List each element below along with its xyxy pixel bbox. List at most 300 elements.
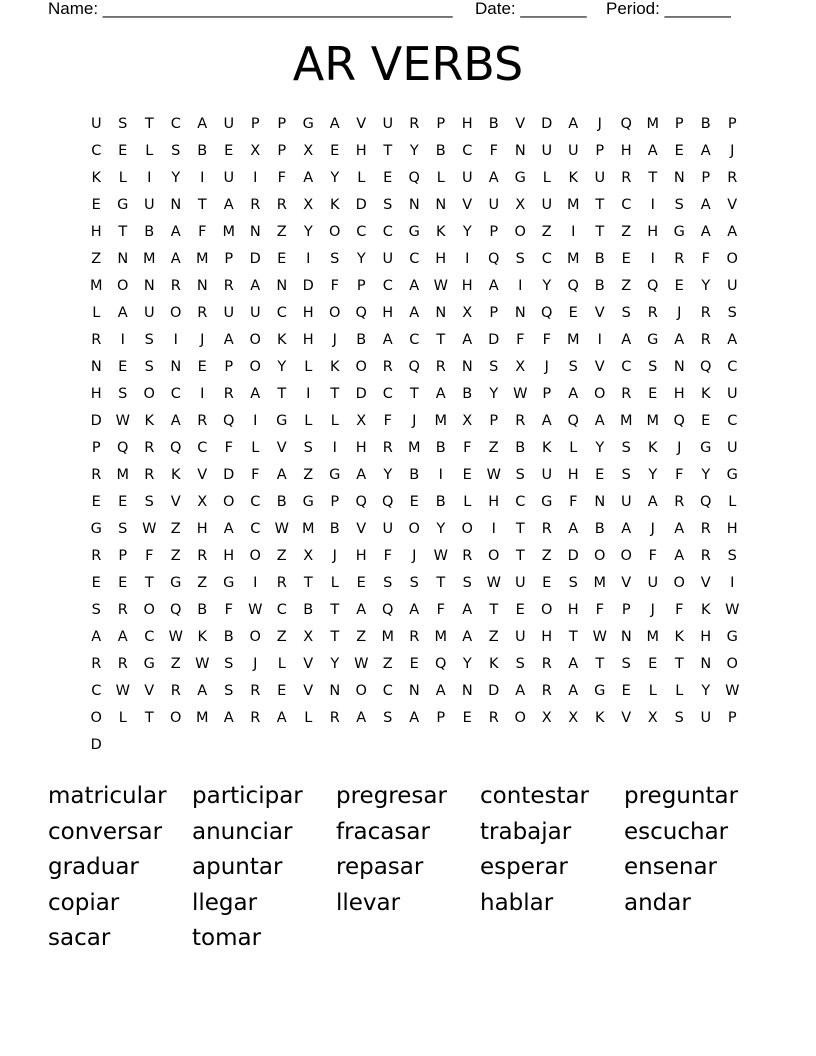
grid-letter: A bbox=[515, 683, 526, 699]
grid-letter: N bbox=[620, 629, 632, 645]
grid-letter: K bbox=[197, 629, 207, 645]
grid-letter: S bbox=[621, 467, 631, 483]
grid-letter: H bbox=[541, 629, 553, 645]
grid-letter: I bbox=[253, 170, 258, 186]
grid-letter: T bbox=[330, 629, 340, 645]
grid-letter: X bbox=[197, 494, 208, 510]
grid-letter: C bbox=[276, 305, 287, 321]
grid-letter: I bbox=[253, 413, 258, 429]
grid-letter: M bbox=[301, 521, 315, 537]
grid-letter: L bbox=[145, 143, 154, 159]
grid-letter: W bbox=[433, 548, 448, 564]
grid-letter: R bbox=[462, 548, 473, 564]
grid-letter: J bbox=[412, 548, 417, 564]
grid-letter: P bbox=[727, 116, 737, 132]
grid-letter: A bbox=[462, 602, 473, 618]
grid-letter: A bbox=[117, 305, 128, 321]
grid-letter: S bbox=[648, 359, 658, 375]
grid-letter: S bbox=[144, 359, 154, 375]
grid-letter: U bbox=[223, 305, 235, 321]
grid-letter: G bbox=[302, 494, 314, 510]
grid-letter: L bbox=[304, 710, 313, 726]
grid-letter: F bbox=[145, 548, 154, 564]
grid-letter: S bbox=[674, 710, 684, 726]
grid-letter: P bbox=[489, 224, 499, 240]
grid-letter: R bbox=[276, 575, 287, 591]
grid-letter: R bbox=[382, 440, 393, 456]
grid-letter: A bbox=[647, 143, 658, 159]
grid-letter: Q bbox=[541, 305, 553, 321]
grid-letter: V bbox=[356, 116, 367, 132]
grid-letter: J bbox=[544, 359, 549, 375]
grid-letter: U bbox=[382, 251, 394, 267]
grid-letter: T bbox=[330, 602, 340, 618]
grid-letter: O bbox=[355, 359, 367, 375]
grid-letter: H bbox=[90, 224, 102, 240]
grid-letter: I bbox=[120, 332, 125, 348]
grid-letter: A bbox=[621, 332, 632, 348]
grid-letter: C bbox=[409, 251, 420, 267]
grid-letter: K bbox=[700, 602, 711, 618]
grid-letter: A bbox=[727, 224, 738, 240]
grid-letter: M bbox=[619, 413, 633, 429]
grid-letter: I bbox=[332, 440, 337, 456]
grid-letter: K bbox=[91, 170, 101, 186]
grid-letter: Y bbox=[462, 656, 472, 672]
grid-letter: R bbox=[647, 305, 658, 321]
grid-letter: V bbox=[621, 710, 632, 726]
grid-letter: C bbox=[170, 116, 181, 132]
grid-letter: M bbox=[142, 251, 156, 267]
grid-letter: J bbox=[650, 602, 655, 618]
grid-letter: F bbox=[330, 278, 339, 294]
grid-letter: Y bbox=[701, 278, 711, 294]
grid-letter: O bbox=[355, 683, 367, 699]
grid-letter: P bbox=[489, 413, 499, 429]
grid-letter: Z bbox=[303, 467, 314, 483]
grid-letter: L bbox=[728, 494, 737, 510]
grid-letter: D bbox=[249, 251, 261, 267]
grid-letter: O bbox=[620, 548, 632, 564]
grid-letter: H bbox=[647, 224, 659, 240]
grid-letter: N bbox=[700, 656, 712, 672]
grid-letter: C bbox=[144, 629, 155, 645]
grid-letter: S bbox=[727, 305, 737, 321]
word-bank-item: pregresar bbox=[336, 783, 447, 809]
grid-letter: U bbox=[382, 521, 394, 537]
grid-letter: T bbox=[515, 521, 525, 537]
grid-letter: A bbox=[621, 521, 632, 537]
grid-letter: M bbox=[646, 413, 659, 429]
grid-letter: A bbox=[647, 494, 658, 510]
grid-letter: B bbox=[515, 440, 526, 456]
period-field-label: Period: _______ bbox=[606, 0, 731, 18]
grid-letter: A bbox=[700, 224, 711, 240]
grid-letter: R bbox=[329, 710, 340, 726]
grid-letter: Q bbox=[170, 440, 182, 456]
grid-letter: P bbox=[595, 143, 605, 159]
grid-letter: I bbox=[518, 278, 523, 294]
word-bank-item: tomar bbox=[192, 925, 262, 951]
grid-letter: T bbox=[197, 197, 207, 213]
grid-letter: T bbox=[144, 575, 154, 591]
grid-letter: Y bbox=[303, 224, 313, 240]
grid-letter: R bbox=[541, 656, 552, 672]
grid-letter: F bbox=[648, 548, 657, 564]
grid-letter: E bbox=[118, 143, 128, 159]
grid-letter: E bbox=[409, 656, 419, 672]
grid-letter: E bbox=[383, 170, 393, 186]
grid-letter: T bbox=[277, 386, 287, 402]
grid-letter: U bbox=[223, 116, 235, 132]
grid-letter: A bbox=[276, 467, 287, 483]
grid-letter: R bbox=[197, 413, 208, 429]
grid-letter: A bbox=[568, 116, 579, 132]
grid-letter: R bbox=[170, 683, 181, 699]
grid-letter: O bbox=[726, 251, 738, 267]
grid-letter: E bbox=[277, 251, 287, 267]
grid-letter: C bbox=[382, 278, 393, 294]
grid-letter: R bbox=[170, 278, 181, 294]
grid-letter: U bbox=[223, 170, 235, 186]
grid-letter: T bbox=[436, 332, 446, 348]
grid-letter: X bbox=[515, 197, 526, 213]
grid-letter: U bbox=[488, 197, 500, 213]
grid-letter: R bbox=[276, 197, 287, 213]
grid-letter: W bbox=[354, 656, 369, 672]
grid-letter: N bbox=[461, 359, 473, 375]
grid-letter: Q bbox=[700, 359, 712, 375]
word-bank-item: copiar bbox=[48, 889, 120, 916]
grid-letter: L bbox=[118, 170, 127, 186]
grid-letter: N bbox=[408, 197, 420, 213]
grid-letter: J bbox=[597, 116, 602, 132]
grid-letter: T bbox=[674, 656, 684, 672]
grid-letter: W bbox=[725, 602, 740, 618]
grid-letter: P bbox=[330, 494, 340, 510]
grid-letter: D bbox=[90, 737, 102, 753]
grid-letter: Y bbox=[489, 386, 499, 402]
grid-letter: V bbox=[276, 440, 287, 456]
grid-letter: S bbox=[383, 710, 393, 726]
grid-letter: I bbox=[147, 170, 152, 186]
grid-letter: L bbox=[357, 170, 366, 186]
grid-letter: H bbox=[620, 143, 632, 159]
grid-letter: L bbox=[463, 494, 472, 510]
grid-letter: S bbox=[144, 494, 154, 510]
grid-letter: B bbox=[276, 494, 287, 510]
grid-letter: A bbox=[382, 332, 393, 348]
grid-letter: Z bbox=[91, 251, 102, 267]
grid-letter: C bbox=[356, 224, 367, 240]
grid-letter: B bbox=[144, 224, 155, 240]
grid-letter: L bbox=[330, 413, 339, 429]
grid-letter: A bbox=[409, 602, 420, 618]
grid-letter: S bbox=[489, 359, 499, 375]
grid-letter: R bbox=[223, 278, 234, 294]
grid-letter: B bbox=[488, 116, 499, 132]
grid-letter: O bbox=[594, 386, 606, 402]
grid-letter: U bbox=[382, 116, 394, 132]
grid-letter: B bbox=[435, 494, 446, 510]
grid-letter: P bbox=[356, 278, 366, 294]
grid-letter: V bbox=[727, 197, 738, 213]
grid-letter: K bbox=[594, 710, 605, 726]
grid-letter: H bbox=[302, 332, 314, 348]
grid-letter: T bbox=[409, 386, 419, 402]
grid-letter: T bbox=[383, 143, 393, 159]
grid-letter: I bbox=[465, 251, 470, 267]
grid-letter: G bbox=[647, 332, 659, 348]
grid-letter: C bbox=[170, 386, 181, 402]
grid-letter: V bbox=[621, 575, 632, 591]
grid-letter: Z bbox=[170, 548, 181, 564]
grid-letter: S bbox=[621, 656, 631, 672]
grid-letter: B bbox=[435, 440, 446, 456]
grid-letter: D bbox=[90, 413, 102, 429]
grid-letter: D bbox=[302, 278, 314, 294]
grid-letter: Z bbox=[276, 629, 287, 645]
grid-letter: F bbox=[595, 602, 604, 618]
grid-letter: X bbox=[462, 305, 473, 321]
grid-letter: S bbox=[383, 197, 393, 213]
grid-letter: X bbox=[647, 710, 658, 726]
grid-letter: P bbox=[542, 386, 552, 402]
grid-letter: Y bbox=[171, 170, 181, 186]
grid-letter: R bbox=[488, 710, 499, 726]
grid-letter: F bbox=[542, 332, 551, 348]
grid-letter: Q bbox=[488, 251, 500, 267]
grid-letter: Z bbox=[621, 278, 632, 294]
word-bank-item: matricular bbox=[48, 783, 167, 809]
grid-letter: Z bbox=[356, 629, 367, 645]
grid-letter: O bbox=[170, 710, 182, 726]
grid-letter: A bbox=[250, 278, 261, 294]
grid-letter: E bbox=[118, 494, 128, 510]
grid-letter: N bbox=[673, 359, 685, 375]
grid-letter: F bbox=[436, 602, 445, 618]
grid-letter: D bbox=[567, 548, 579, 564]
grid-letter: D bbox=[488, 683, 500, 699]
grid-letter: T bbox=[595, 656, 605, 672]
grid-letter: C bbox=[91, 143, 102, 159]
grid-letter: E bbox=[118, 575, 128, 591]
grid-letter: P bbox=[436, 116, 446, 132]
word-bank-item: apuntar bbox=[192, 854, 283, 880]
grid-letter: U bbox=[700, 710, 712, 726]
grid-letter: U bbox=[143, 197, 155, 213]
grid-letter: Q bbox=[355, 494, 367, 510]
grid-letter: N bbox=[514, 143, 526, 159]
word-bank-item: trabajar bbox=[480, 818, 572, 845]
grid-letter: E bbox=[462, 710, 472, 726]
grid-letter: M bbox=[407, 440, 421, 456]
grid-letter: Q bbox=[620, 116, 632, 132]
grid-letter: B bbox=[197, 602, 208, 618]
grid-letter: Y bbox=[330, 170, 340, 186]
word-bank-item: contestar bbox=[480, 783, 590, 809]
grid-letter: H bbox=[700, 629, 712, 645]
grid-letter: S bbox=[674, 197, 684, 213]
grid-letter: R bbox=[700, 521, 711, 537]
grid-letter: F bbox=[675, 602, 684, 618]
grid-letter: U bbox=[541, 197, 553, 213]
grid-letter: J bbox=[677, 440, 682, 456]
grid-letter: M bbox=[195, 251, 209, 267]
grid-letter: H bbox=[355, 440, 367, 456]
word-bank-item: andar bbox=[624, 889, 691, 916]
grid-letter: C bbox=[409, 332, 420, 348]
grid-letter: Z bbox=[170, 521, 181, 537]
grid-letter: F bbox=[383, 548, 392, 564]
grid-letter: C bbox=[727, 359, 738, 375]
grid-letter: H bbox=[355, 143, 367, 159]
grid-letter: S bbox=[91, 602, 101, 618]
grid-letter: E bbox=[277, 683, 287, 699]
grid-letter: Y bbox=[436, 521, 446, 537]
grid-letter: S bbox=[568, 575, 578, 591]
grid-letter: O bbox=[170, 305, 182, 321]
word-bank-item: hablar bbox=[480, 889, 554, 916]
grid-letter: A bbox=[674, 548, 685, 564]
grid-letter: K bbox=[700, 386, 711, 402]
grid-letter: C bbox=[250, 521, 261, 537]
grid-letter: R bbox=[541, 683, 552, 699]
grid-letter: U bbox=[249, 305, 261, 321]
grid-letter: S bbox=[171, 143, 181, 159]
grid-letter: N bbox=[196, 278, 208, 294]
grid-letter: P bbox=[701, 170, 711, 186]
grid-letter: Q bbox=[408, 359, 420, 375]
grid-letter: S bbox=[568, 359, 578, 375]
word-bank-item: preguntar bbox=[624, 783, 739, 809]
grid-letter: T bbox=[144, 116, 154, 132]
grid-letter: I bbox=[253, 575, 258, 591]
grid-letter: R bbox=[144, 467, 155, 483]
grid-letter: G bbox=[726, 467, 738, 483]
grid-letter: M bbox=[566, 332, 580, 348]
grid-letter: G bbox=[408, 224, 420, 240]
grid-letter: O bbox=[594, 548, 606, 564]
grid-letter: B bbox=[329, 521, 340, 537]
grid-letter: V bbox=[462, 197, 473, 213]
grid-letter: V bbox=[515, 116, 526, 132]
grid-letter: C bbox=[462, 143, 473, 159]
grid-letter: S bbox=[118, 521, 128, 537]
grid-letter: K bbox=[144, 413, 154, 429]
grid-letter: Y bbox=[648, 467, 658, 483]
grid-letter: G bbox=[223, 575, 235, 591]
grid-letter: W bbox=[486, 467, 501, 483]
grid-letter: X bbox=[250, 143, 261, 159]
grid-letter: M bbox=[222, 224, 235, 240]
grid-letter: P bbox=[224, 251, 234, 267]
grid-letter: N bbox=[329, 683, 341, 699]
grid-letter: J bbox=[677, 305, 682, 321]
grid-letter: O bbox=[329, 305, 341, 321]
grid-letter: W bbox=[115, 683, 130, 699]
grid-letter: N bbox=[90, 359, 102, 375]
grid-letter: N bbox=[514, 305, 526, 321]
grid-letter: Z bbox=[382, 656, 393, 672]
grid-letter: A bbox=[170, 224, 181, 240]
grid-letter: Y bbox=[277, 359, 287, 375]
grid-letter: I bbox=[491, 521, 496, 537]
grid-letter: A bbox=[568, 683, 579, 699]
grid-letter: F bbox=[251, 467, 260, 483]
grid-letter: K bbox=[541, 440, 552, 456]
grid-letter: G bbox=[143, 656, 155, 672]
grid-letter: E bbox=[648, 386, 658, 402]
grid-letter: T bbox=[595, 197, 605, 213]
grid-letter: X bbox=[568, 710, 579, 726]
grid-letter: W bbox=[486, 575, 501, 591]
grid-letter: R bbox=[250, 683, 261, 699]
grid-letter: H bbox=[223, 548, 235, 564]
grid-letter: S bbox=[462, 575, 472, 591]
grid-letter: Z bbox=[170, 656, 181, 672]
grid-letter: P bbox=[489, 305, 499, 321]
grid-letter: Y bbox=[383, 467, 393, 483]
grid-letter: O bbox=[249, 548, 261, 564]
grid-letter: C bbox=[621, 359, 632, 375]
grid-letter: R bbox=[674, 494, 685, 510]
grid-letter: P bbox=[224, 359, 234, 375]
grid-letter: M bbox=[566, 251, 580, 267]
grid-letter: R bbox=[197, 305, 208, 321]
grid-letter: F bbox=[675, 467, 684, 483]
grid-letter: T bbox=[489, 602, 499, 618]
grid-letter: Q bbox=[435, 656, 447, 672]
grid-letter: E bbox=[542, 575, 552, 591]
grid-letter: A bbox=[435, 386, 446, 402]
grid-letter: I bbox=[571, 224, 576, 240]
grid-letter: R bbox=[144, 440, 155, 456]
grid-letter: H bbox=[435, 251, 447, 267]
grid-letter: I bbox=[306, 251, 311, 267]
grid-letter: O bbox=[143, 386, 155, 402]
grid-letter: K bbox=[435, 224, 446, 240]
grid-letter: A bbox=[568, 521, 579, 537]
grid-letter: I bbox=[438, 467, 443, 483]
grid-letter: A bbox=[356, 710, 367, 726]
grid-letter: A bbox=[170, 413, 181, 429]
grid-letter: R bbox=[621, 170, 632, 186]
grid-letter: M bbox=[646, 629, 659, 645]
grid-letter: Q bbox=[647, 278, 659, 294]
grid-letter: U bbox=[541, 143, 553, 159]
grid-letter: B bbox=[223, 629, 234, 645]
grid-letter: C bbox=[250, 494, 261, 510]
grid-letter: S bbox=[621, 440, 631, 456]
grid-letter: E bbox=[568, 305, 578, 321]
grid-letter: W bbox=[115, 413, 130, 429]
grid-letter: O bbox=[673, 575, 685, 591]
grid-letter: O bbox=[514, 710, 526, 726]
grid-letter: W bbox=[195, 656, 210, 672]
grid-letter: T bbox=[330, 386, 340, 402]
grid-letter: E bbox=[621, 251, 631, 267]
page-title: AR VERBS bbox=[292, 37, 524, 91]
grid-letter: R bbox=[382, 359, 393, 375]
date-field-label: Date: _______ bbox=[475, 0, 587, 18]
grid-letter: K bbox=[568, 170, 578, 186]
grid-letter: J bbox=[332, 332, 337, 348]
grid-letter: O bbox=[223, 494, 235, 510]
grid-letter: F bbox=[516, 332, 525, 348]
grid-letter: S bbox=[515, 656, 525, 672]
grid-letter: N bbox=[170, 197, 182, 213]
